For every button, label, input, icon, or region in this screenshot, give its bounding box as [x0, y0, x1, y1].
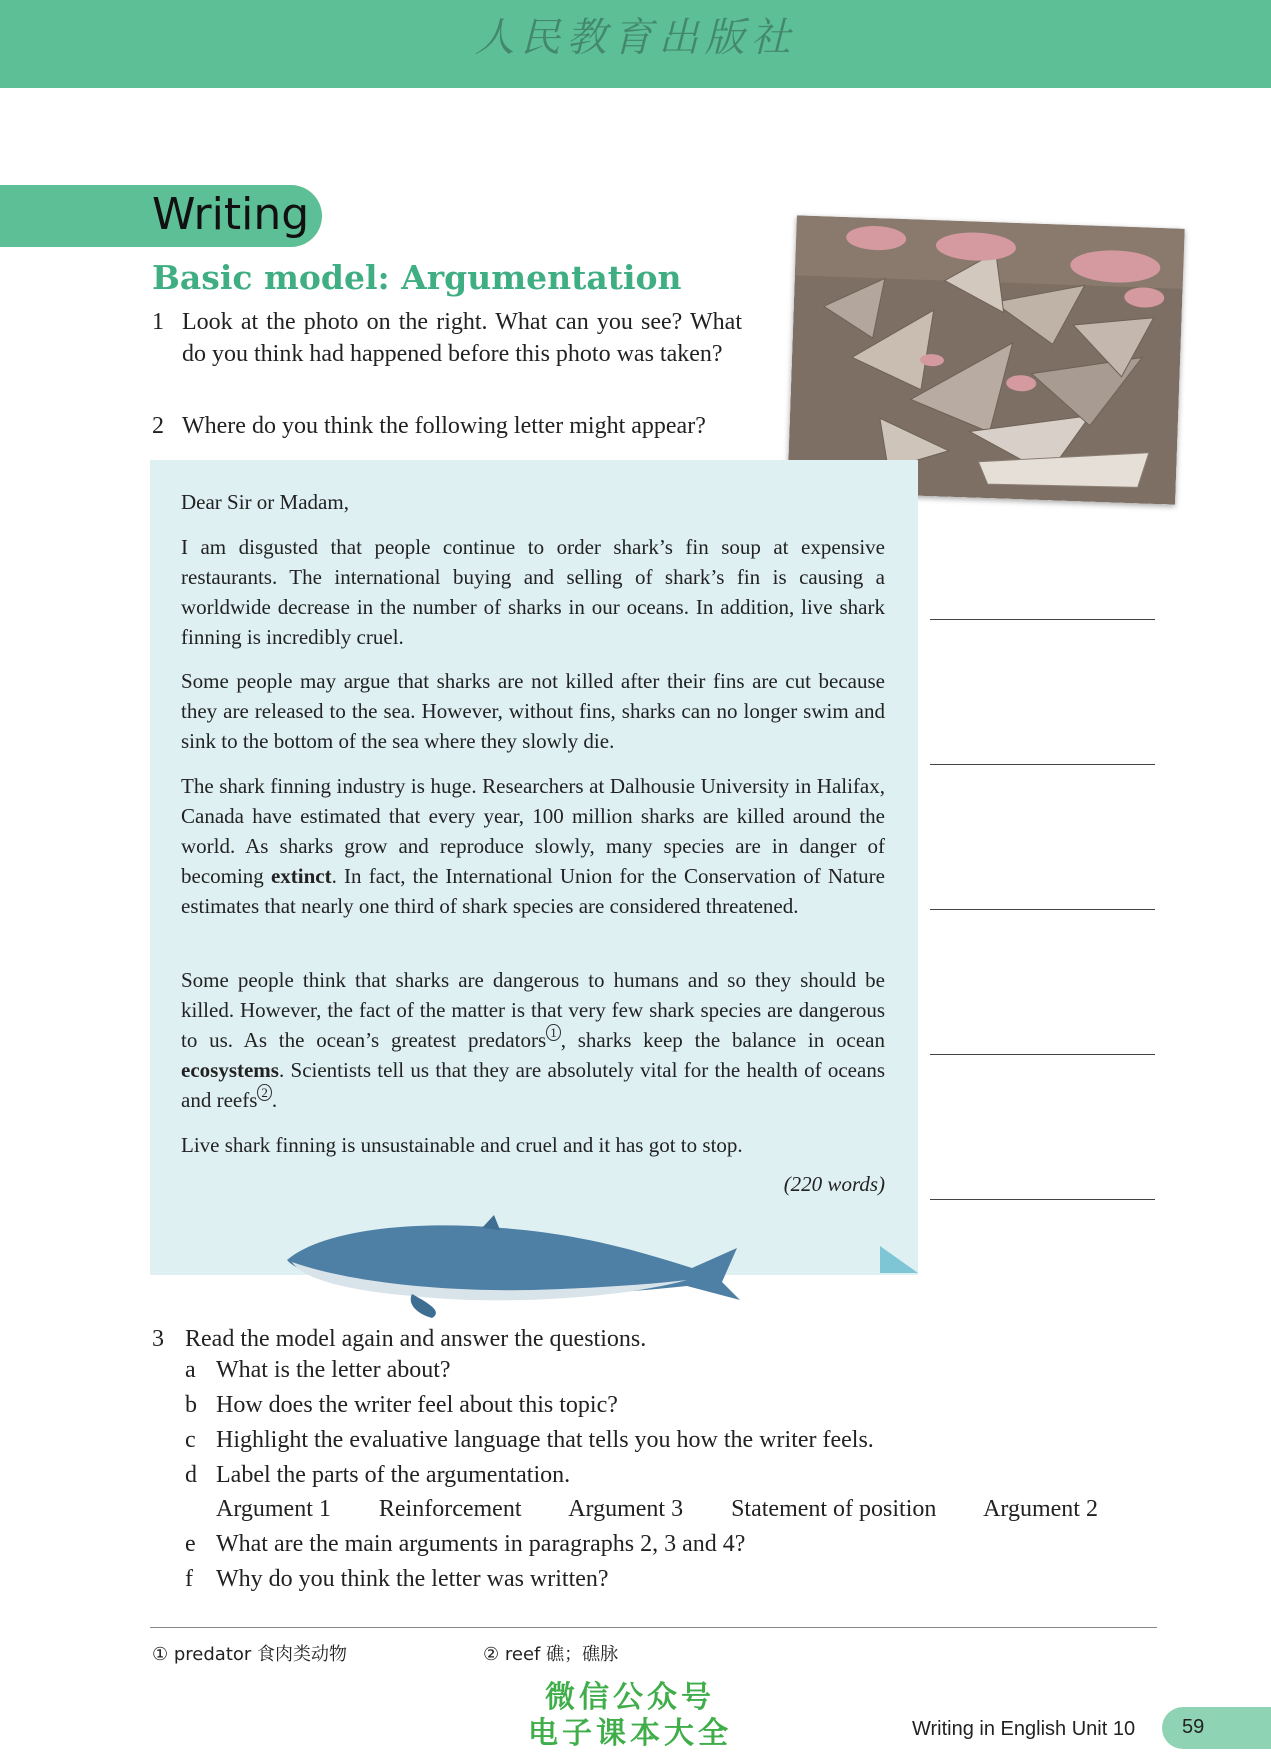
answer-line[interactable]	[930, 619, 1155, 620]
header-bar	[0, 0, 1271, 88]
answer-line[interactable]	[930, 1199, 1155, 1200]
answer-line[interactable]	[930, 1054, 1155, 1055]
answer-line[interactable]	[930, 764, 1155, 765]
page-fold-corner	[880, 1246, 918, 1273]
option-statement-of-position: Statement of position	[731, 1496, 937, 1522]
page-number-tab	[1162, 1707, 1271, 1749]
question-text: Where do you think the following letter might appear?	[182, 413, 706, 439]
section-tab	[0, 185, 322, 247]
option-argument-1: Argument 1	[216, 1496, 331, 1522]
question-number: 2	[152, 413, 164, 439]
letter-paragraph-5: Live shark finning is unsustainable and cruel and it has got to stop.	[181, 1133, 743, 1157]
question-text: Read the model again and answer the questions.	[185, 1326, 647, 1352]
letter-paragraph-2: Some people may argue that sharks are not killed after their fins are cut because they are released to the sea. However, without fins, sharks can no longer swim and sink to the bottom of the sea where they slowly die.	[181, 669, 885, 753]
label-options	[216, 1496, 1140, 1523]
option-reinforcement: Reinforcement	[378, 1496, 522, 1522]
footnote-mark-2: 2	[257, 1084, 272, 1101]
letter-paragraph-1: I am disgusted that people continue to order shark’s fin soup at expensive restaurants. The international buying and selling of shark’s fin is causing a worldwide decrease in the number of sharks in our oceans. In addition, live shark finning is incredibly cruel.	[181, 535, 885, 649]
option-argument-2: Argument 2	[983, 1496, 1098, 1522]
question-number: 1	[152, 309, 164, 335]
letter-salutation: Dear Sir or Madam,	[181, 490, 349, 514]
wechat-watermark: 微信公众号 电子课本大全	[528, 1680, 732, 1751]
page-number: 59	[1182, 1716, 1205, 1738]
answer-line[interactable]	[930, 909, 1155, 910]
question-1	[152, 306, 742, 406]
keyword-ecosystems: ecosystems	[181, 1058, 279, 1082]
whale-illustration	[282, 1190, 742, 1325]
footer-unit-label: Writing in English Unit 10	[912, 1718, 1136, 1740]
footnote-mark-1: 1	[546, 1024, 561, 1041]
question-number: 3	[152, 1326, 164, 1352]
question-2	[152, 410, 752, 444]
footnote-2: ② reef 礁；礁脉	[483, 1644, 619, 1665]
section-subtitle: Basic model: Argumentation	[152, 258, 682, 297]
footnote-1: ① predator 食肉类动物	[152, 1644, 348, 1665]
section-title: Writing	[152, 189, 310, 240]
keyword-extinct: extinct	[270, 864, 332, 888]
letter-paragraph-4: Some people think that sharks are dangerous to humans and so they should be killed. However, the fact of the matter is that very few shark species are dangerous to us. As the ocean’s greatest predators $^1$ , sharks keep the balance in ocean ecosystems. Scientists tell us that they are absolutely vital for the health of oceans and reefs $^2$ .	[181, 968, 885, 1112]
word-count: (220 words)	[783, 1172, 885, 1196]
option-argument-3: Argument 3	[568, 1496, 684, 1522]
question-text: Look at the photo on the right. What can you see? What do you think had happened before this photo was taken?	[182, 309, 742, 367]
letter-paragraph-3: The shark finning industry is huge. Researchers at Dalhousie University in Halifax, Canada have estimated that every year, 100 million sharks are killed around the world. As sharks grow and reproduce slowly, many species are in danger of becoming extinct. In fact, the International Union for the Conservation of Nature estimates that nearly one third of shark species are considered threatened.	[181, 774, 885, 918]
footnote-divider	[150, 1627, 1157, 1628]
publisher-logo: 人民教育出版社	[474, 15, 797, 61]
